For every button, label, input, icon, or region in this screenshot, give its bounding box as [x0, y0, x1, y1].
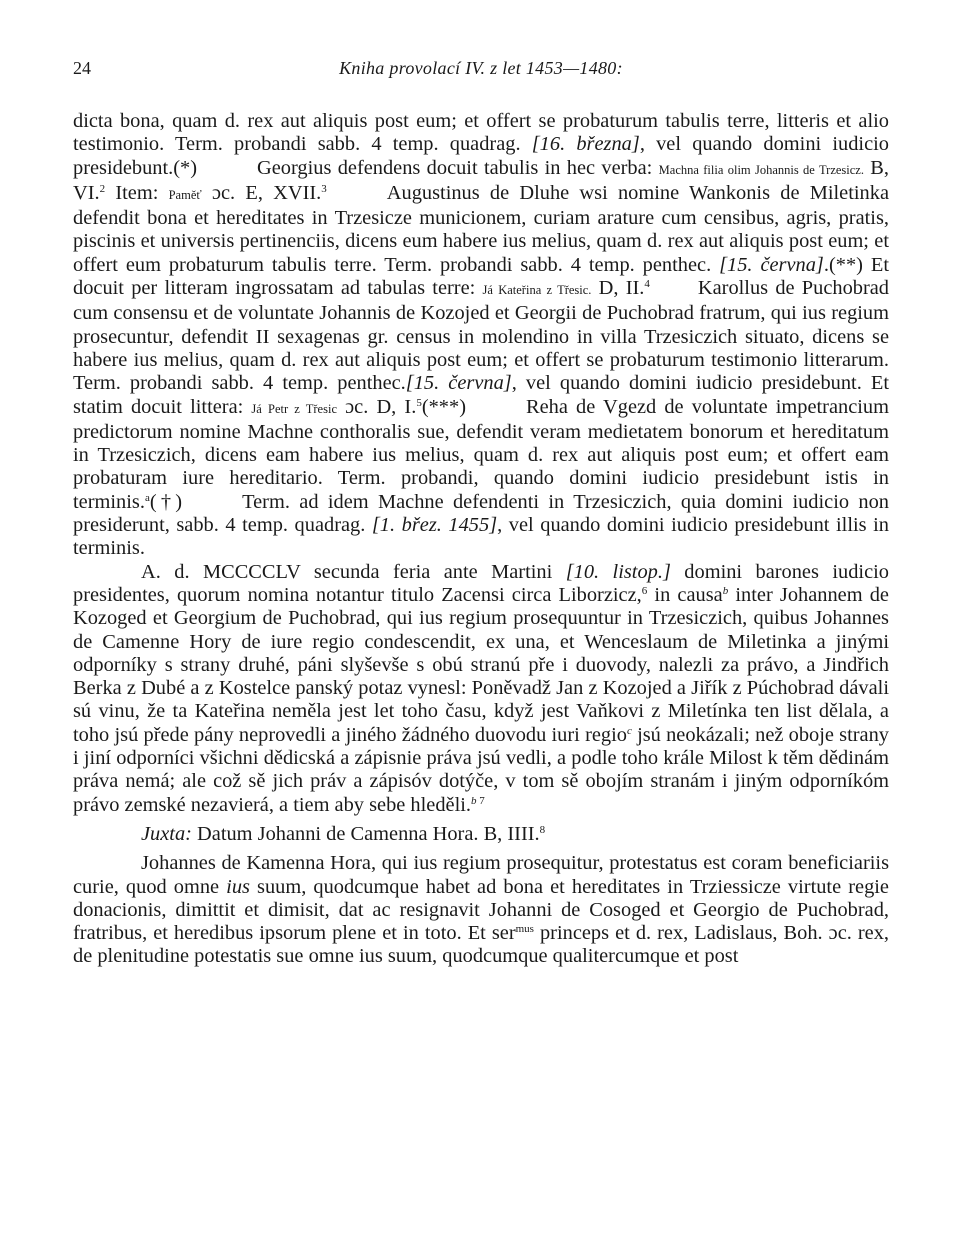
paragraph-4: [73, 852, 889, 968]
editorial-date: [16. března]: [531, 133, 640, 156]
running-title: Kniha provolací IV. z let 1453—1480:: [339, 58, 623, 78]
editorial-date: [15. června]: [405, 372, 512, 395]
abbreviation-superscript: mus: [515, 923, 534, 936]
footnote-ref: 5: [416, 396, 422, 409]
text-run: , vel quando domini iudicio presidebunt.(*): [73, 133, 889, 179]
footnote-ref: a: [144, 491, 150, 504]
footnote-ref: 4: [644, 278, 650, 291]
text-run: inter Johannem de Kozoged et Georgium de Puchobrad, qui ius regium prosequuntur in Trzesiczich, quibus Johannes de Camenne Hory de iure regio condescendit, ex una, et Wenceslaum de Miletinka a jinými odporníky s strany druhé, páni slyševše s obú stranú pře i duovody, nalezli za právo, a Jindřich Berka z Dubé a z Kostelce panský potaz vynesl: Poněvadž Jan z Kozojed a Jiřík z Púchobrad dávali sú vinu, že ta Kateřina neměla jest let toho času, když jest Vaňkovi z Miletínka ten list dělala, a toho jsú přede pány neprovedli a jiného žádného duovodu iuri regio: [73, 583, 889, 746]
page-number: 24: [73, 58, 91, 78]
text-run: Karollus de Puchobrad cum consensu et de voluntate Johannis de Kozojed et Georgii de Puchobrad fratrum, qui ius regium prosecuntur, defendit II sexagenas gr. census in molendino in villa Trzesiczich situato, dicens se habere ius melius, quam d. rex aut aliquis post eum; et offert se probaturum testimonio litterarum. Term. probandi sabb. 4 temp. penthec.: [73, 277, 889, 395]
text-run: Johannes de Kamenna Hora, qui ius regium prosequitur, protestatus est coram beneficiariis curie, quod omne: [73, 852, 889, 898]
running-header: [73, 58, 889, 88]
emphasis: ius: [226, 875, 250, 898]
text-run: , vel quando domini iudicio presidebunt illis in terminis.: [73, 514, 890, 560]
text-run: Reha de Vgezd de voluntate impetrancium predictorum nomine Machne conthoralis sue, defendit veram medietatem bonorum et hereditatum in Trzesiczich, dicens eam habere ius melius, quam d. rex aut aliquis post eum; et offert eam probaturam iure hereditario. Term. probandi, quando domini iudicio presidebunt istis in terminis.: [73, 395, 889, 513]
quoted-record: Já Petr z Třesic: [251, 401, 337, 416]
quoted-record: Paměť: [168, 187, 202, 202]
text-run: .(**) Et docuit per litteram ingrossatam ad tabulas terre:: [73, 253, 889, 300]
paragraph-2: [73, 561, 889, 817]
document-body: [73, 110, 889, 969]
text-run: Item:: [105, 181, 169, 204]
text-run: dicta bona, quam d. rex aut aliquis post eum; et offert se probaturum tabulis terre, litteris et alio testimonio. Term. probandi sabb. 4 temp. quadrag.: [73, 110, 889, 156]
editorial-date: [15. června]: [719, 253, 824, 276]
footnote-ref: 8: [539, 823, 546, 836]
text-run: (†): [149, 490, 183, 513]
text-run: ɔc. E, XVII.: [201, 181, 322, 204]
editorial-date: [1. břez. 1455]: [371, 514, 498, 537]
text-run: A. d. MCCCCLV secunda feria ante Martini: [141, 560, 566, 583]
text-run: princeps et d. rex, Ladislaus, Boh. ɔc. rex, de plenitudine potestatis sue omne ius suum, quodcumque qualitercumque et post: [73, 922, 890, 968]
paragraph-3: [73, 823, 889, 846]
text-run: (***): [421, 395, 466, 418]
footnote-ref: c: [626, 724, 632, 737]
paragraph-1: [73, 110, 889, 561]
footnote-ref: 3: [321, 182, 327, 195]
text-run: Term. ad idem Machne defendenti in Trzesiczich, quia domini iudicio non presiderunt, sabb. 4 temp. quadrag.: [73, 490, 889, 537]
text-run: suum, quodcumque habet ad bona et hereditates in Trziessicze virtute regie donacionis, dimittit et dimisit, dat ac resignavit Johanni de Cosoged et Georgio de Puchobrad, fratribus, et heredibus ipsorum plene et in toto. Et ser: [73, 875, 889, 945]
footnote-ref: 7: [476, 794, 485, 807]
text-run: Datum Johanni de Camenna Hora. B, IIII.: [191, 822, 540, 845]
quoted-record: Já Kateřina z Třesic.: [482, 283, 592, 298]
editorial-date: [10. listop.]: [565, 560, 671, 583]
text-run: ɔc. D, I.: [337, 395, 417, 418]
footnote-ref: b: [471, 794, 477, 807]
footnote-ref: b: [722, 584, 729, 597]
footnote-ref: 2: [99, 182, 106, 195]
juxta-label: Juxta:: [141, 822, 192, 845]
text-run: D, II.: [591, 277, 645, 300]
footnote-ref: 6: [641, 584, 648, 597]
text-run: B, VI.: [73, 156, 889, 204]
quoted-record: Machna filia olim Johannis de Trzesicz.: [658, 162, 864, 177]
text-run: in causa: [647, 583, 723, 606]
text-run: Augustinus de Dluhe wsi nomine Wankonis de Miletinka defendit bona et hereditates in Trzesicze municionem, curiam arature cum censibus, agris, pratis, piscinis et universis pertinenciis, dicens eum habere ius melius, quam d. rex aut aliquis post eum; et offert eum probaturum tabulis terre. Term. probandi sabb. 4 temp. penthec.: [73, 181, 889, 276]
text-run: , vel quando domini iudicio presidebunt. Et statim docuit littera:: [73, 372, 889, 418]
text-run: Georgius defendens docuit tabulis in hec verba:: [257, 156, 659, 179]
document-page: [73, 58, 889, 969]
text-run: jsú neokázali; než oboje strany i jiní odporníci všichni dědicská a zápisnie práva jsú vedli, a podle toho krále Milost k těm dědinám práva nemá; ale což sě jich práv a zápisóv dotýče, v tom sě obojím stranám i jiným odporníkóm právo zemské nezavierá, a tiem aby sebe hleděli.: [73, 723, 890, 816]
text-run: domini barones iudicio presidentes, quorum nomina notantur titulo Zacensi circa Liborzicz,: [73, 560, 889, 606]
